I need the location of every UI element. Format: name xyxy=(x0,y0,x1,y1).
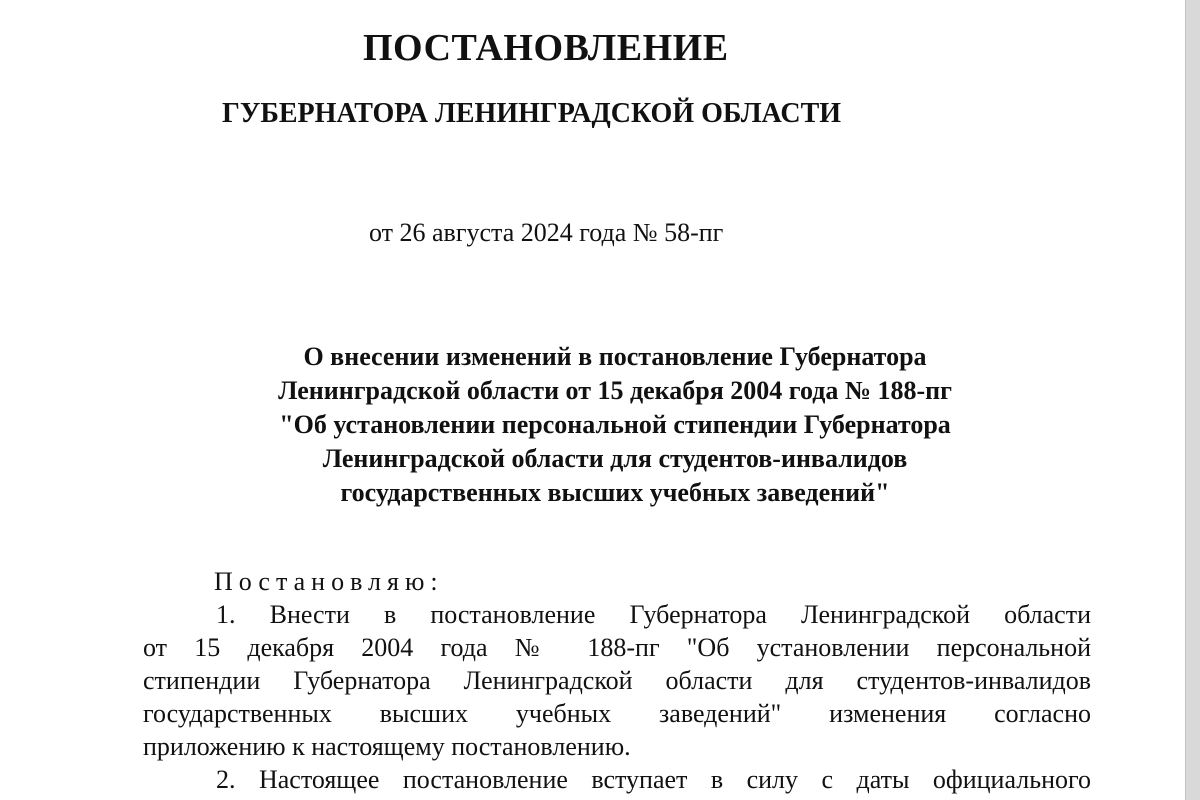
heading-line: Ленинградской области от 15 декабря 2004 года № 188-пг xyxy=(278,376,952,405)
heading-line: О внесении изменений в постановление Губернатора xyxy=(303,342,927,371)
document-heading xyxy=(150,340,1080,510)
document-date-number: от 26 августа 2024 года № 58-пг xyxy=(369,218,724,247)
decree-word: Постановляю: xyxy=(214,567,444,596)
paragraph-1 xyxy=(143,598,1091,763)
paragraph-line: 1. Внести в постановление Губернатора Ленинградской области xyxy=(216,600,1091,629)
scrollbar[interactable] xyxy=(1185,0,1200,800)
heading-line: Ленинградской области для студентов-инвалидов xyxy=(322,444,908,473)
paragraph-line: стипендии Губернатора Ленинградской области для студентов-инвалидов xyxy=(143,666,1091,695)
heading-line: государственных высших учебных заведений" xyxy=(340,478,890,507)
paragraph-line: от 15 декабря 2004 года № 188-пг "Об установлении персональной xyxy=(143,633,1091,662)
document-subtitle: ГУБЕРНАТОРА ЛЕНИНГРАДСКОЙ ОБЛАСТИ xyxy=(222,98,842,129)
document-title: ПОСТАНОВЛЕНИЕ xyxy=(363,27,729,69)
paragraph-2 xyxy=(143,763,1091,796)
heading-line: "Об установлении персональной стипендии Губернатора xyxy=(279,410,951,439)
paragraph-line: приложению к настоящему постановлению. xyxy=(143,732,631,761)
paragraph-line: 2. Настоящее постановление вступает в силу с даты официального xyxy=(216,765,1091,794)
paragraph-line: государственных высших учебных заведений" изменения согласно xyxy=(143,699,1091,728)
